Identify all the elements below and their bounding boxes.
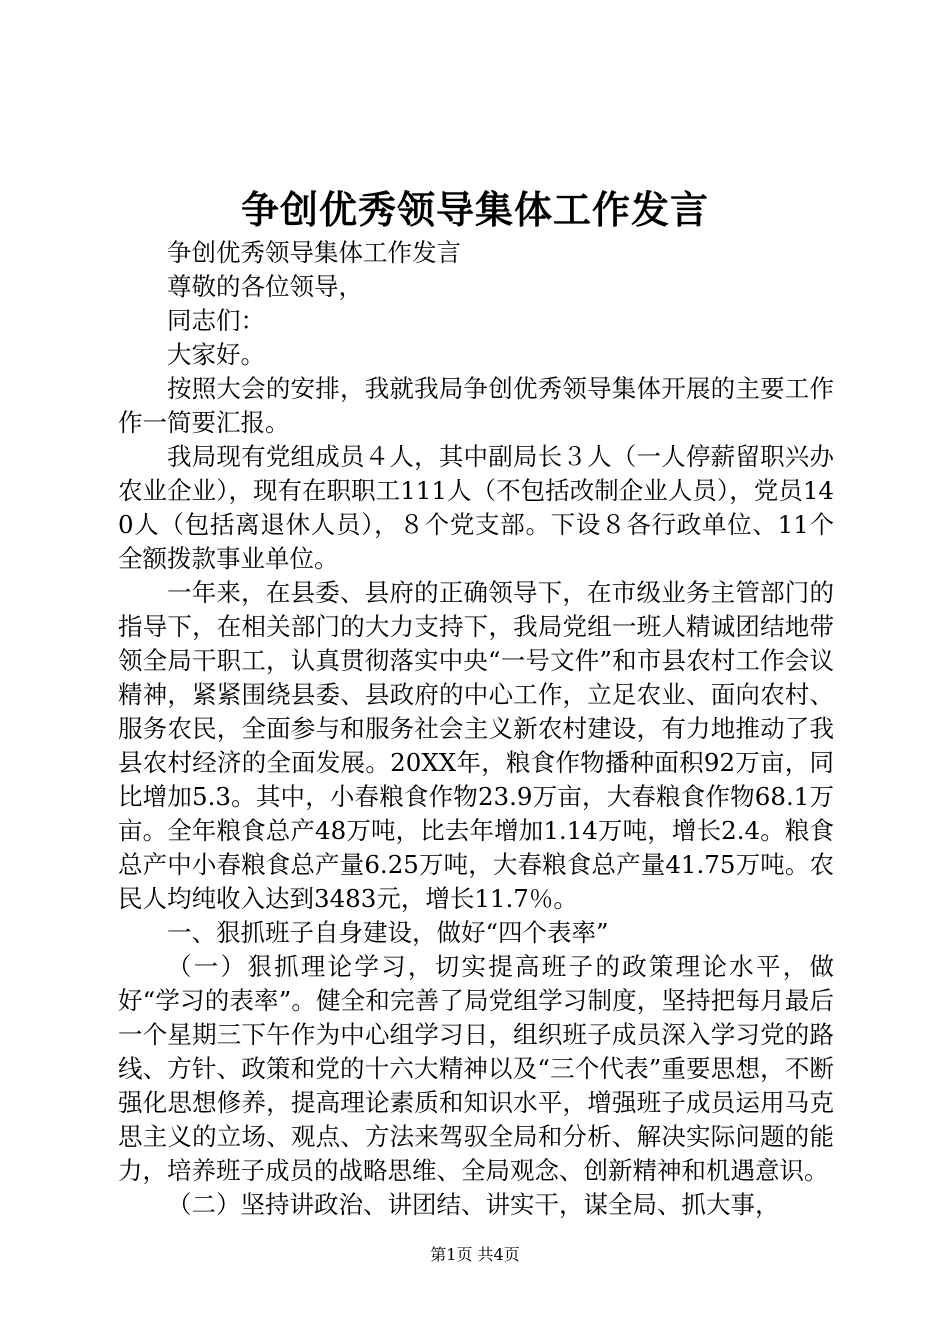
paragraph-politics: （二）坚持讲政治、讲团结、讲实干，谋全局、抓大事， bbox=[167, 1190, 780, 1219]
paragraph-annual-summary: 一年来，在县委、县府的正确领导下，在市级业务主管部门的指导下，在相关部门的大力支持下，我局党组一班人精诚团结地带领全局干职工，认真贯彻落实中央“一号文件”和市县农村工作会议精神，紧紧围绕县委、县政府的中心工作，立足农业、面向农村、服务农民，全面参与和服务社会主义新农村建设，有力地推动了我县农村经济的全面发展。20XX年，粮食作物播种面积92万亩，同比增加5.3。其中，小春粮食作物23.9万亩，大春粮食作物68.1万亩。全年粮食总产48万吨，比去年增加1.14万吨，增长2.4。粮食总产中小春粮食总产量6.25万吨，大春粮食总产量41.75万吨。农民人均纯收入达到3483元，增长11.7％。 bbox=[118, 578, 834, 913]
paragraph-greeting: 大家好。 bbox=[167, 340, 265, 369]
paragraph-comrades: 同志们： bbox=[167, 306, 265, 335]
document-title: 争创优秀领导集体工作发言 bbox=[240, 187, 709, 232]
page-footer: 第1页 共4页 bbox=[430, 1245, 520, 1264]
paragraph-salutation: 尊敬的各位领导， bbox=[167, 272, 363, 301]
paragraph-intro: 按照大会的安排，我就我局争创优秀领导集体开展的主要工作作一简要汇报。 bbox=[118, 374, 834, 437]
section-heading-1: 一、狠抓班子自身建设，做好“四个表率” bbox=[167, 918, 609, 947]
paragraph-theory-study: （一）狠抓理论学习，切实提高班子的政策理论水平，做好“学习的表率”。健全和完善了局党组学习制度，坚持把每月最后一个星期三下午作为中心组学习日，组织班子成员深入学习党的路线、方针、政策和党的十六大精神以及“三个代表”重要思想，不断强化思想修养，提高理论素质和知识水平，增强班子成员运用马克思主义的立场、观点、方法来驾驭全局和分析、解决实际问题的能力，培养班子成员的战略思维、全局观念、创新精神和机遇意识。 bbox=[118, 952, 834, 1185]
paragraph-heading-repeat: 争创优秀领导集体工作发言 bbox=[167, 238, 461, 267]
paragraph-staff-overview: 我局现有党组成员４人，其中副局长３人（一人停薪留职兴办农业企业），现有在职职工111人（不包括改制企业人员），党员140人（包括离退休人员），８个党支部。下设８各行政单位、11个全额拨款事业单位。 bbox=[118, 442, 834, 573]
document-body bbox=[118, 236, 834, 1222]
